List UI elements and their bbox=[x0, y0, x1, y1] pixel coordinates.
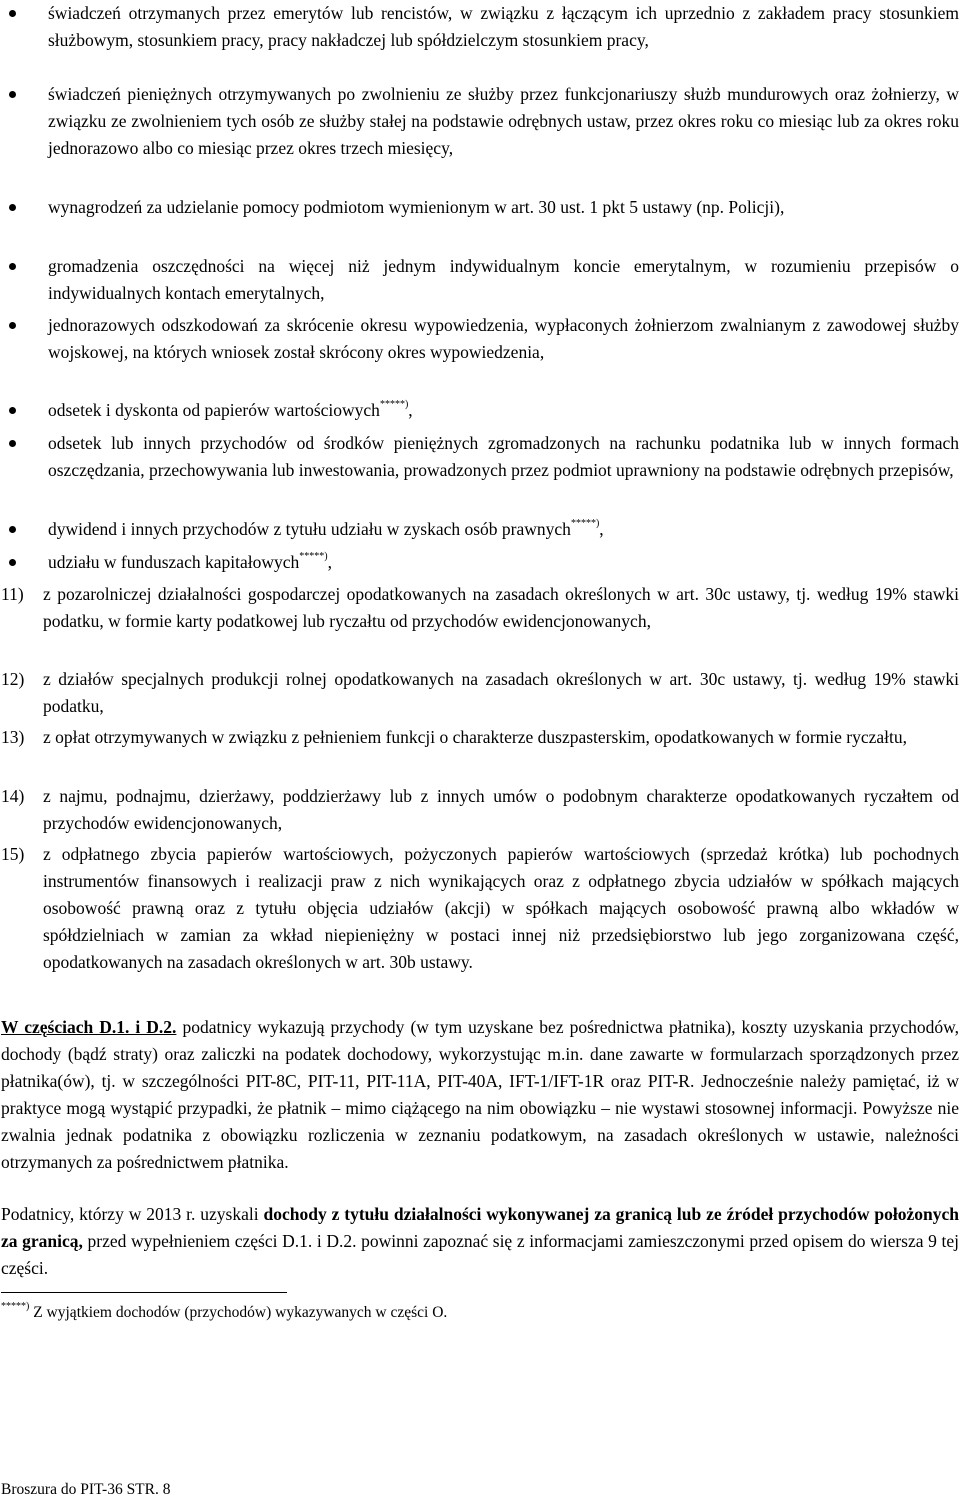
bullet-icon bbox=[9, 407, 16, 414]
section-heading: W częściach D.1. i D.2. bbox=[1, 1017, 177, 1037]
item-text: z opłat otrzymywanych w związku z pełnieniem funkcji o charakterze duszpasterskim, opodatkowanych w formie ryczałtu, bbox=[43, 727, 907, 747]
bullet-icon bbox=[9, 263, 16, 270]
list-item-text bbox=[48, 397, 959, 424]
list-item-text-tail: , bbox=[327, 552, 332, 572]
numbered-item bbox=[1, 666, 959, 720]
section-d-text: podatnicy wykazują przychody (w tym uzyskane bez pośrednictwa płatnika), koszty uzyskania przychodów, dochody (bądź straty) oraz zaliczki na podatek dochodowy, wykorzystując m.in. dane zawarte w formularzach sporządzonych przez płatnika(ów), tj. w szczególności PIT-8C, PIT-11, PIT-11A, PIT-40A, IFT-1/IFT-1R oraz PIT-R. Jednocześnie należy pamiętać, iż w praktyce mogą wystąpić przypadki, że płatnik – mimo ciążącego na nim obowiązku – nie wystawi stosownej informacji. Powyższe nie zwalnia jednak podatnika z obowiązku rozliczenia w zeznaniu podatkowym, na zasadach określonych w ustawie, należności otrzymanych za pośrednictwem płatnika. bbox=[1, 1017, 959, 1172]
footnote-marker: *****) bbox=[1, 1300, 30, 1312]
numbered-item bbox=[1, 581, 959, 635]
list-item-text-main: odsetek i dyskonta od papierów wartościowych bbox=[48, 400, 380, 420]
list-item-text: gromadzenia oszczędności na więcej niż jednym indywidualnym koncie emerytalnym, w rozumieniu przepisów o indywidualnych kontach emerytalnych, bbox=[48, 256, 959, 303]
list-item-text-main: dywidend i innych przychodów z tytułu udziału w zyskach osób prawnych bbox=[48, 519, 571, 539]
foreign-income-bold: dochody z tytułu działalności wykonywanej za granicą lub ze źródeł przychodów położonych za granicą, bbox=[1, 1204, 959, 1251]
list-item-text bbox=[48, 549, 959, 576]
footnote bbox=[1, 1302, 447, 1324]
list-item bbox=[48, 194, 959, 221]
item-number: 15) bbox=[1, 844, 25, 864]
page-footer: Broszura do PIT-36 STR. 8 bbox=[1, 1481, 171, 1498]
list-item-text: świadczeń pieniężnych otrzymywanych po zwolnieniu ze służby przez funkcjonariuszy służb mundurowych oraz żołnierzy, w związku ze zwolnieniem tych osób ze służby stałej na podstawie odrębnych ustaw, przez okres roku co miesiąc lub za okres roku jednorazowo albo co miesiąc przez okres trzech miesięcy, bbox=[48, 84, 959, 158]
bullet-icon bbox=[9, 440, 16, 447]
list-item bbox=[48, 430, 959, 484]
list-item-text: wynagrodzeń za udzielanie pomocy podmiotom wymienionym w art. 30 ust. 1 pkt 5 ustawy (np. Policji), bbox=[48, 197, 785, 217]
list-item bbox=[48, 81, 959, 162]
list-item bbox=[48, 397, 959, 424]
foreign-income-paragraph bbox=[1, 1201, 959, 1282]
list-item bbox=[48, 253, 959, 307]
numbered-item bbox=[1, 841, 959, 976]
list-item-text: jednorazowych odszkodowań za skrócenie okresu wypowiedzenia, wypłaconych żołnierzom zwalnianym z zawodowej służby wojskowej, na których wniosek został skrócony okres wypowiedzenia, bbox=[48, 315, 959, 362]
numbered-item bbox=[1, 724, 959, 751]
list-item bbox=[48, 312, 959, 366]
footnote-marker: *****) bbox=[570, 518, 600, 530]
bullet-icon bbox=[9, 91, 16, 98]
item-number: 12) bbox=[1, 669, 25, 689]
section-d-paragraph bbox=[1, 1014, 959, 1176]
item-text: z najmu, podnajmu, dzierżawy, poddzierżawy lub z innych umów o podobnym charakterze opodatkowanych ryczałtem od przychodów ewidencjonowanych, bbox=[43, 786, 959, 833]
bullet-icon bbox=[9, 559, 16, 566]
item-number: 11) bbox=[1, 584, 24, 604]
list-item-text-tail: , bbox=[599, 519, 604, 539]
list-item bbox=[48, 549, 959, 576]
foreign-income-intro: Podatnicy, którzy w 2013 r. uzyskali bbox=[1, 1204, 264, 1224]
list-item bbox=[48, 0, 959, 54]
item-number: 14) bbox=[1, 786, 25, 806]
numbered-item bbox=[1, 783, 959, 837]
list-item-text bbox=[48, 516, 959, 543]
list-item-text-tail: , bbox=[408, 400, 413, 420]
bullet-icon bbox=[9, 526, 16, 533]
footnote-divider bbox=[1, 1292, 287, 1293]
item-text: z działów specjalnych produkcji rolnej opodatkowanych na zasadach określonych w art. 30c ustawy, tj. według 19% stawki podatku, bbox=[43, 669, 959, 716]
foreign-income-tail: przed wypełnieniem części D.1. i D.2. powinni zapoznać się z informacjami zamieszczonymi przed opisem do wiersza 9 tej części. bbox=[1, 1231, 959, 1278]
bullet-icon bbox=[9, 10, 16, 17]
list-item bbox=[48, 516, 959, 543]
item-text: z odpłatnego zbycia papierów wartościowych, pożyczonych papierów wartościowych (sprzedaż krótka) lub pochodnych instrumentów finansowych i realizacji praw z nich wynikających oraz z odpłatnego zbycia udziałów w spółkach mających osobowość prawną oraz z tytułu objęcia udziałów (akcji) w spółkach mających osobowość prawną albo wkładów w spółdzielniach w zamian za wkład niepieniężny w postaci innej niż przedsiębiorstwo lub jego zorganizowana część, opodatkowanych na zasadach określonych w art. 30b ustawy. bbox=[43, 844, 959, 972]
bullet-icon bbox=[9, 322, 16, 329]
footnote-marker: *****) bbox=[379, 399, 409, 411]
footnote-text: Z wyjątkiem dochodów (przychodów) wykazywanych w części O. bbox=[29, 1304, 448, 1321]
bullet-icon bbox=[9, 204, 16, 211]
item-number: 13) bbox=[1, 727, 25, 747]
list-item-text-main: udziału w funduszach kapitałowych bbox=[48, 552, 300, 572]
footnote-marker: *****) bbox=[299, 551, 328, 563]
item-text: z pozarolniczej działalności gospodarczej opodatkowanych na zasadach określonych w art. 30c ustawy, tj. według 19% stawki podatku, w formie karty podatkowej lub ryczałtu od przychodów ewidencjonowanych, bbox=[43, 584, 959, 631]
list-item-text: odsetek lub innych przychodów od środków pieniężnych zgromadzonych na rachunku podatnika lub w innych formach oszczędzania, przechowywania lub inwestowania, prowadzonych przez podmiot uprawniony na podstawie odrębnych przepisów, bbox=[48, 433, 959, 480]
list-item-text: świadczeń otrzymanych przez emerytów lub rencistów, w związku z łączącym ich uprzednio z zakładem pracy stosunkiem służbowym, stosunkiem pracy, pracy nakładczej lub spółdzielczym stosunkiem pracy, bbox=[48, 3, 959, 50]
